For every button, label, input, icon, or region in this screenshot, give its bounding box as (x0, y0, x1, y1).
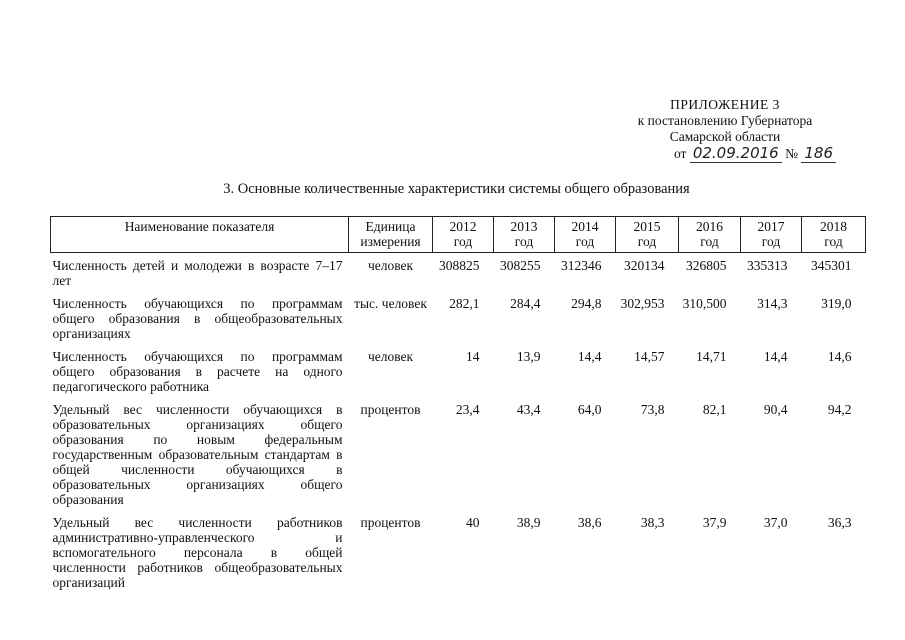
value-2014: 38,6 (577, 515, 602, 530)
value-2018: 319,0 (821, 296, 852, 311)
header-year-2012 (433, 217, 494, 253)
year-label: 2017 (757, 219, 785, 234)
year-suffix: год (761, 234, 781, 249)
value-2012: 282,1 (449, 296, 480, 311)
appendix-dateline (610, 145, 840, 162)
year-suffix: год (575, 234, 595, 249)
year-label: 2016 (696, 219, 723, 234)
header-year-2013 (494, 217, 555, 253)
value-2016: 310,500 (682, 296, 727, 311)
value-2016: 82,1 (702, 402, 727, 417)
indicator-name: Удельный вес численности обучающихся в образовательных организациях общего образования по новым федеральным государственным образовательным стандартам в общей численности обучающихся в образовательных организациях общего образования (52, 402, 343, 507)
value-2017: 14,4 (763, 349, 788, 364)
number-label: № (785, 146, 798, 161)
appendix-line-decree: к постановлению Губернатора (637, 113, 813, 128)
value-2017: 314,3 (757, 296, 788, 311)
indicator-unit: человек (367, 258, 414, 273)
value-2017: 90,4 (763, 402, 788, 417)
year-label: 2015 (633, 219, 661, 234)
indicators-table (50, 216, 866, 596)
value-2013: 43,4 (516, 402, 541, 417)
year-suffix: год (514, 234, 534, 249)
value-2012: 14 (466, 349, 480, 364)
header-year-2016 (679, 217, 741, 253)
indicator-unit: человек (367, 349, 414, 364)
value-2015: 14,57 (634, 349, 665, 364)
year-suffix: год (824, 234, 843, 249)
header-year-2018 (802, 217, 866, 253)
year-label: 2013 (510, 219, 538, 234)
value-2013: 13,9 (516, 349, 541, 364)
header-year-2017 (741, 217, 802, 253)
value-2012: 308825 (439, 258, 480, 273)
date-from-label: от (673, 146, 687, 161)
value-2018: 94,2 (827, 402, 852, 417)
value-2018: 345301 (811, 258, 852, 273)
indicator-name: Численность детей и молодежи в возрасте 7–17 лет (52, 258, 343, 288)
header-unit-line1: Единица (365, 219, 416, 234)
indicator-name: Численность обучающихся по программам общего образования в общеобразовательных организациях (52, 296, 343, 341)
indicator-unit: тыс. человек (354, 296, 427, 311)
header-year-2015 (616, 217, 679, 253)
header-year-2014 (555, 217, 616, 253)
value-2018: 14,6 (827, 349, 852, 364)
year-label: 2014 (571, 219, 599, 234)
value-2016: 37,9 (702, 515, 727, 530)
year-suffix: год (453, 234, 473, 249)
year-suffix: год (637, 234, 657, 249)
section-heading: 3. Основные количественные характеристики системы общего образования (223, 181, 690, 197)
value-2016: 14,71 (696, 349, 727, 364)
value-2013: 308255 (500, 258, 541, 273)
table-row (51, 347, 866, 400)
table-row (51, 253, 866, 295)
value-2017: 37,0 (763, 515, 788, 530)
appendix-title: ПРИЛОЖЕНИЕ 3 (670, 97, 780, 112)
value-2015: 302,953 (620, 296, 665, 311)
header-unit (349, 217, 433, 253)
value-2012: 40 (466, 515, 480, 530)
indicator-name: Удельный вес численности работников административно-управленческого и вспомогательного персонала в общей численности работников общеобразовательных организаций (52, 515, 343, 590)
appendix-block (610, 97, 840, 162)
header-indicator-name: Наименование показателя (51, 217, 349, 253)
value-2015: 320134 (624, 258, 665, 273)
value-2014: 64,0 (577, 402, 602, 417)
value-2017: 335313 (747, 258, 788, 273)
year-suffix: год (700, 234, 719, 249)
value-2015: 73,8 (640, 402, 665, 417)
value-2013: 38,9 (516, 515, 541, 530)
indicator-name: Численность обучающихся по программам общего образования в расчете на одного педагогического работника (52, 349, 343, 394)
table-row (51, 400, 866, 513)
value-2013: 284,4 (510, 296, 541, 311)
table-row (51, 513, 866, 596)
indicator-unit: процентов (360, 402, 421, 417)
value-2016: 326805 (686, 258, 727, 273)
value-2015: 38,3 (640, 515, 665, 530)
table-row (51, 294, 866, 347)
handwritten-number: 186 (801, 144, 836, 163)
value-2014: 312346 (561, 258, 602, 273)
header-unit-line2: измерения (360, 234, 421, 249)
year-label: 2018 (820, 219, 847, 234)
value-2012: 23,4 (455, 402, 480, 417)
table-header-row (51, 217, 866, 253)
indicator-unit: процентов (360, 515, 421, 530)
handwritten-date: 02.09.2016 (690, 144, 782, 163)
value-2014: 14,4 (577, 349, 602, 364)
value-2018: 36,3 (827, 515, 852, 530)
value-2014: 294,8 (571, 296, 602, 311)
appendix-line-region: Самарской области (669, 129, 781, 144)
year-label: 2012 (449, 219, 477, 234)
